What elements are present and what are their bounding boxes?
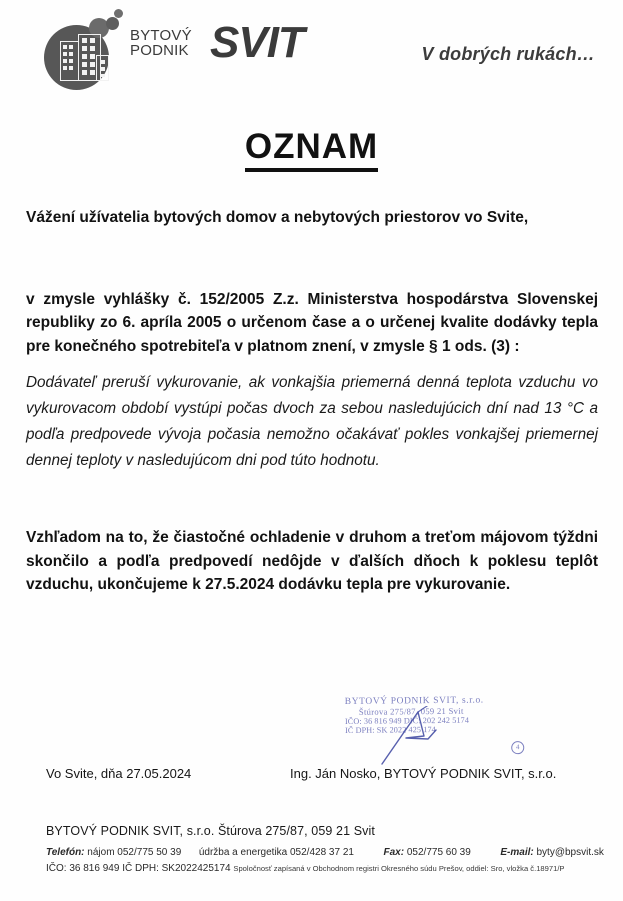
company-stamp	[345, 695, 531, 757]
logo-word-svit: SVIT	[210, 18, 304, 67]
footer-fax-label: Fax:	[383, 847, 405, 858]
paragraph-quoted-regulation: Dodávateľ preruší vykurovanie, ak vonkajšia priemerná denná teplota vzduchu vo vykurovacom období vystúpi počas dvoch za sebou nasledujúcich dní nad 13 °C a podľa predpovede vývoja počasia nemožno očakávať pokles vonkajšej priemernej dennej teploty v nasledujúcom dni pod túto hodnotu.	[26, 374, 598, 469]
footer-fax-value: 052/775 60 39	[406, 847, 471, 858]
document-body	[26, 206, 598, 597]
signer-name: Ing. Ján Nosko, BYTOVÝ PODNIK SVIT, s.r.o.	[290, 766, 557, 781]
stamp-company-name: BYTOVÝ PODNIK SVIT, s.r.o.	[344, 695, 484, 707]
spacer	[26, 230, 598, 288]
footer-ico-value: 36 816 949	[69, 863, 120, 874]
company-tagline: V dobrých rukách…	[421, 44, 595, 64]
paragraph-salutation: Vážení užívatelia bytových domov a nebytových priestorov vo Svite,	[26, 209, 529, 226]
place-and-date: Vo Svite, dňa 27.05.2024	[46, 766, 192, 781]
logo-building-left	[60, 41, 79, 81]
logo-bubble-medium	[106, 17, 119, 30]
signature-row	[0, 766, 623, 788]
footer-phone-label: Telefón:	[46, 847, 85, 858]
footer-maintenance-value: údržba a energetika 052/428 37 21	[198, 847, 354, 858]
footer-email-value[interactable]: byty@bpsvit.sk	[536, 847, 604, 858]
footer-ico-label: IČO:	[46, 863, 67, 874]
paragraph-conclusion: Vzhľadom na to, že čiastočné ochladenie v druhom a treťom májovom týždni skončilo a podľa predpovedí nedôjde v ďalších dňoch k poklesu teplôt vzduchu, ukončujeme k 27.5.2024 dodávku tepla pre vykurovanie.	[26, 529, 598, 593]
footer-icdph-value: SK2022425174	[161, 863, 231, 874]
paragraph-legal-intro: v zmysle vyhlášky č. 152/2005 Z.z. Ministerstva hospodárstva Slovenskej republiky zo 6. apríla 2005 o určenom čase a o určenej kvalite dodávky tepla pre konečného spotrebiteľa v platnom znení, v zmysle § 1 ods. (3) :	[26, 290, 598, 355]
page-title: OZNAM	[245, 128, 378, 172]
footer-phone-value: nájom 052/775 50 39	[87, 847, 182, 858]
spacer	[26, 474, 598, 526]
stamp-icdph: IČ DPH: SK 2022 425 174	[344, 725, 436, 735]
logo-building-right	[96, 55, 109, 81]
stamp-address: Štúrova 275/87, 059 21 Svit	[358, 705, 464, 717]
footer-address: BYTOVÝ PODNIK SVIT, s.r.o. Štúrova 275/87, 059 21 Svit	[46, 824, 375, 838]
stamp-ico-dic: IČO: 36 816 949 DIČ: 202 242 5174	[344, 715, 470, 726]
stamp-number-mark: 4	[511, 741, 524, 754]
building-circle-logo-icon	[44, 14, 120, 90]
logo-word-bytovy: BYTOVÝ	[130, 27, 192, 44]
footer-icdph-label: IČ DPH:	[122, 863, 159, 874]
document-footer	[46, 824, 606, 874]
footer-contact-line	[46, 847, 606, 858]
spacer	[26, 358, 598, 370]
footer-email-label: E-mail:	[500, 847, 534, 858]
logo-word-podnik: PODNIK	[130, 42, 189, 59]
logo-bubble-small	[114, 9, 123, 18]
document-header	[0, 0, 623, 100]
footer-registry-note: Spoločnosť zapísaná v Obchodnom registri Okresného súdu Prešov, oddiel: Sro, vložka č.18971/P	[233, 864, 565, 873]
logo-wordmark	[130, 18, 310, 67]
company-logo	[44, 6, 304, 90]
footer-registration-line	[46, 863, 606, 874]
page-title-wrap	[0, 128, 623, 172]
